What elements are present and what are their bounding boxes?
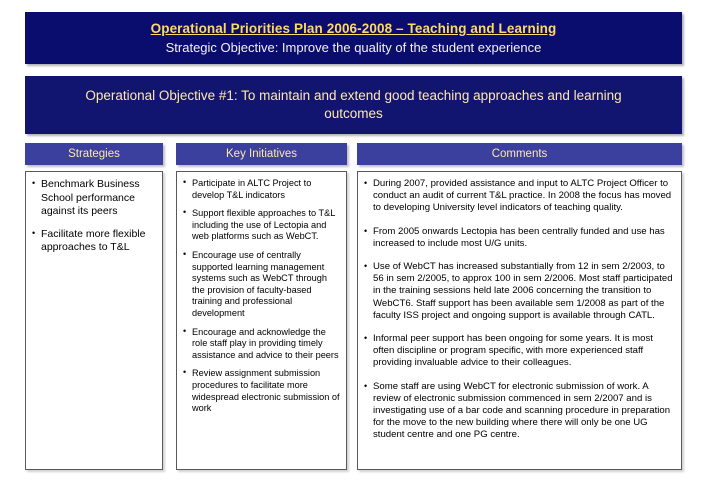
list-item: • Support flexible approaches to T&L including the use of Lectopia and web platforms such as WebCT. xyxy=(183,208,340,243)
list-item: • Use of WebCT has increased substantially from 12 in sem 2/2003, to 56 in sem 2/2005, to approx 100 in sem 2/2006. Most staff participated in the training sessions held late 2006 concerning the transition to WebCT6. Staff support has been available sem 1/2008 as part of the faculty ISS project and ongoing support is available through CATL. xyxy=(364,261,675,322)
list-item: • Participate in ALTC Project to develop T&L indicators xyxy=(183,178,340,201)
comments-list xyxy=(364,178,675,442)
list-item: • During 2007, provided assistance and input to ALTC Project Officer to conduct an audit of current T&L practice. In 2008 the focus has moved to developing University level indicators of teaching quality. xyxy=(364,178,675,215)
strategies-list xyxy=(32,178,156,255)
list-item: • Review assignment submission procedures to facilitate more widespread electronic submission of work xyxy=(183,368,340,414)
list-item: • Some staff are using WebCT for electronic submission of work. A review of electronic submission commenced in sem 2/2007 and is investigating use of a bar code and scanning procedure in preparation for the move to the new building where there will only be one UG student centre and one PG centre. xyxy=(364,381,675,442)
key-initiatives-list xyxy=(183,178,340,415)
slide-title: Operational Priorities Plan 2006-2008 – Teaching and Learning xyxy=(150,21,557,36)
column-body-strategies xyxy=(25,171,163,470)
column-body-key-initiatives xyxy=(176,171,347,470)
column-header-key-initiatives: Key Initiatives xyxy=(176,143,347,165)
column-header-strategies: Strategies xyxy=(25,143,163,165)
slide-subtitle: Strategic Objective: Improve the quality of the student experience xyxy=(165,40,542,55)
list-item: • From 2005 onwards Lectopia has been centrally funded and use has increased to include most U/G units. xyxy=(364,226,675,250)
list-item: • Informal peer support has been ongoing for some years. It is most often discipline or program specific, with more experienced staff providing invaluable advice to their colleagues. xyxy=(364,333,675,370)
list-item: • Encourage use of centrally supported learning management systems such as WebCT through the provision of faculty-based training and professional development xyxy=(183,250,340,320)
column-header-comments: Comments xyxy=(357,143,682,165)
objective-banner xyxy=(25,76,682,134)
objective-text: Operational Objective #1: To maintain and extend good teaching approaches and learning outcomes xyxy=(85,88,622,121)
list-item: • Facilitate more flexible approaches to T&L xyxy=(32,228,156,255)
title-banner xyxy=(25,12,682,64)
list-item: • Encourage and acknowledge the role staff play in providing timely assistance and advice to their peers xyxy=(183,327,340,362)
column-body-comments xyxy=(357,171,682,470)
list-item: • Benchmark Business School performance against its peers xyxy=(32,178,156,219)
